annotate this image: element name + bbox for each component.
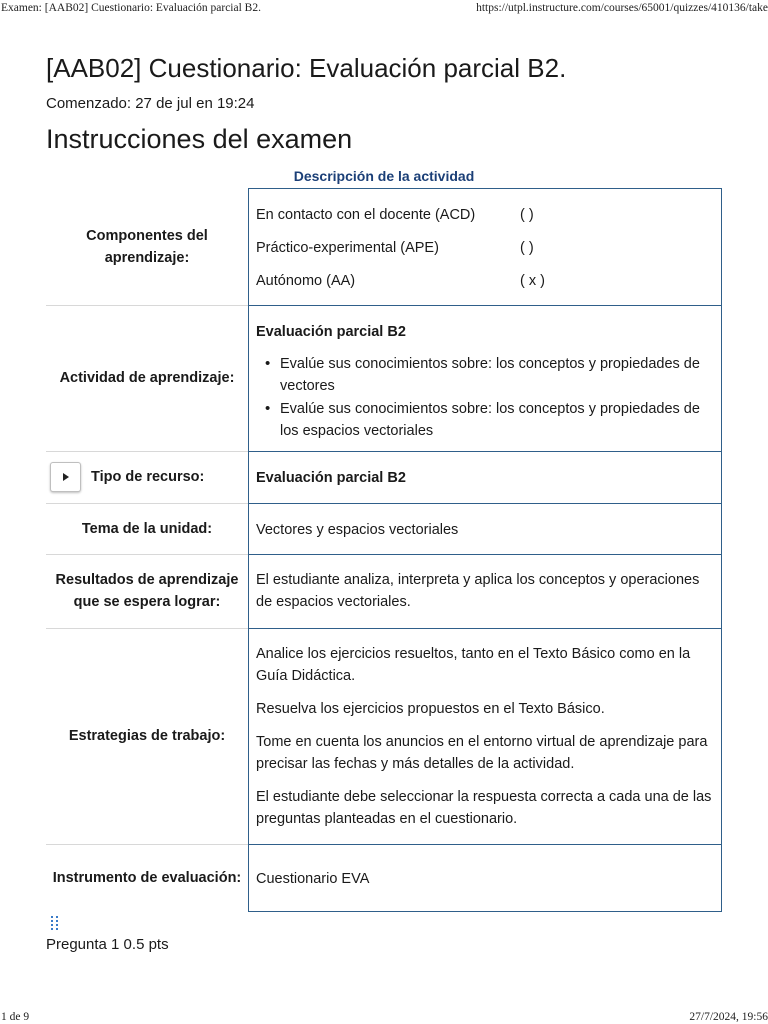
play-triangle-icon (63, 473, 69, 481)
outcomes-value (248, 554, 722, 628)
component-aa-mark: ( x ) (520, 273, 545, 289)
table-row-components (46, 188, 722, 305)
table-row-activity (46, 305, 722, 451)
print-header-url: https://utpl.instructure.com/courses/65001/quizzes/410136/take (476, 2, 768, 14)
print-footer-page: 1 de 9 (1, 1011, 30, 1023)
strategy-paragraph: El estudiante debe seleccionar la respuesta correcta a cada una de las preguntas planteadas en el cuestionario. (256, 789, 712, 827)
instructions-heading: Instrucciones del examen (46, 124, 353, 154)
topic-value (248, 503, 722, 554)
table-caption: Descripción de la actividad (293, 168, 475, 184)
components-value (248, 188, 722, 305)
table-row-resource (46, 451, 722, 503)
quiz-title: [AAB02] Cuestionario: Evaluación parcial B2. (46, 53, 567, 83)
table-row-outcomes (46, 554, 722, 628)
outcomes-value-text: El estudiante analiza, interpreta y aplica los conceptos y operaciones de espacios vectoriales. (256, 572, 700, 610)
component-aa-label: Autónomo (AA) (256, 273, 356, 289)
resource-value-text: Evaluación parcial B2 (256, 470, 406, 486)
table-row-instrument (46, 844, 722, 912)
component-acd-label: En contacto con el docente (ACD) (256, 207, 476, 223)
strategies-label: Estrategias de trabajo: (68, 728, 226, 744)
table-row-topic (46, 503, 722, 554)
print-footer-datetime: 27/7/2024, 19:56 (689, 1011, 768, 1023)
topic-value-text: Vectores y espacios vectoriales (256, 522, 459, 538)
components-label: Componentes del aprendizaje: (86, 227, 208, 266)
table-row-strategies (46, 628, 722, 844)
quiz-started-time: Comenzado: 27 de jul en 19:24 (46, 95, 255, 112)
instrument-value (248, 844, 722, 912)
activity-value (248, 305, 722, 451)
print-header (0, 0, 768, 18)
resource-label: Tipo de recurso: (91, 469, 205, 485)
drag-handle-icon[interactable] (49, 915, 61, 931)
topic-label: Tema de la unidad: (81, 520, 213, 537)
strategy-paragraph: Tome en cuenta los anuncios en el entorno virtual de aprendizaje para precisar las fechas y más detalles de la actividad. (256, 734, 708, 772)
component-ape-label: Práctico-experimental (APE) (256, 240, 439, 256)
activity-bullet-list (256, 353, 713, 442)
strategy-paragraph: Analice los ejercicios resueltos, tanto en el Texto Básico como en la Guía Didáctica. (256, 646, 691, 684)
outcomes-label: Resultados de aprendizaje que se espera lograr: (55, 572, 239, 610)
strategies-value (248, 628, 722, 844)
activity-title: Evaluación parcial B2 (256, 324, 406, 340)
activity-bullet: • Evalúe sus conocimientos sobre: los conceptos y propiedades de los espacios vectoriales (256, 398, 713, 442)
resource-label-cell (46, 451, 248, 503)
instrument-value-text: Cuestionario EVA (256, 871, 370, 887)
activity-bullet: • Evalúe sus conocimientos sobre: los conceptos y propiedades de vectores (256, 353, 713, 397)
instrument-label: Instrumento de evaluación: (52, 870, 242, 886)
resource-value (248, 451, 722, 503)
activity-label: Actividad de aprendizaje: (59, 370, 235, 386)
component-ape-mark: ( ) (520, 240, 534, 256)
strategy-paragraph: Resuelva los ejercicios propuestos en el Texto Básico. (256, 701, 605, 717)
print-footer (0, 1010, 768, 1024)
expand-button[interactable] (50, 462, 81, 492)
print-header-title: Examen: [AAB02] Cuestionario: Evaluación parcial B2. (1, 2, 261, 14)
component-acd-mark: ( ) (520, 207, 534, 223)
question-label: Pregunta 1 0.5 pts (46, 936, 169, 953)
